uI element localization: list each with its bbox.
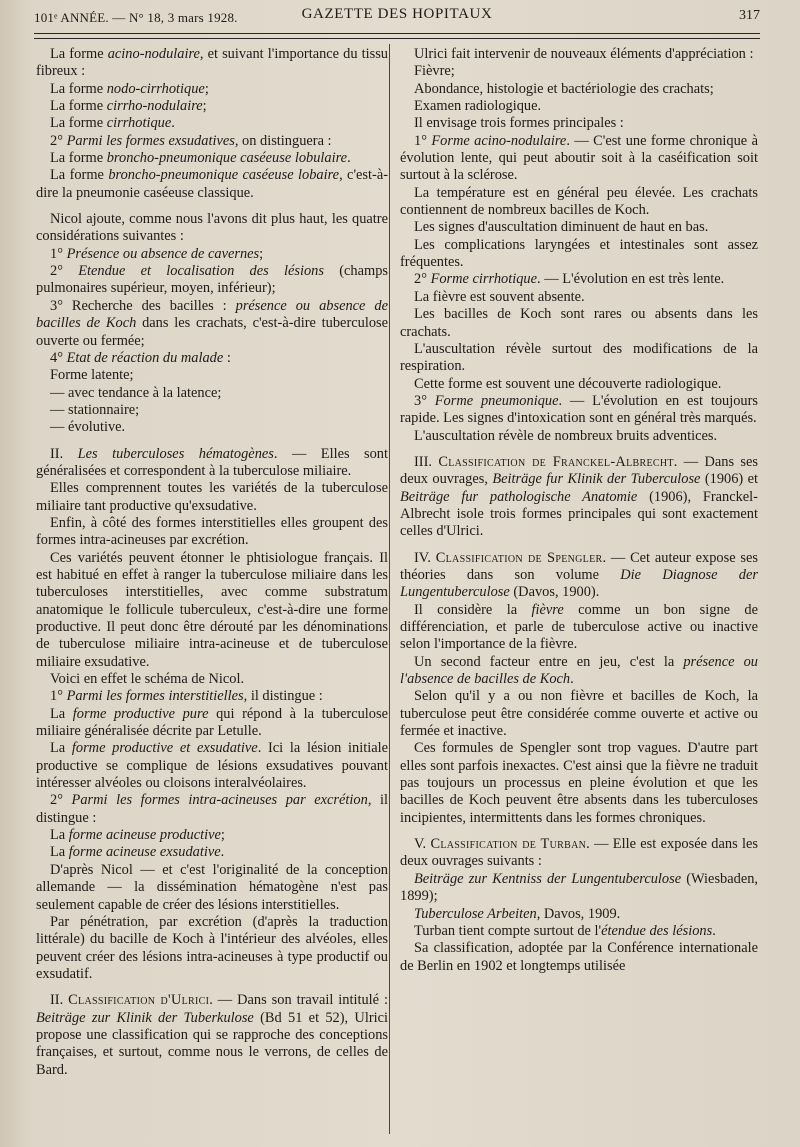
text: . [712,922,716,939]
text: La [50,844,69,861]
left-column [36,46,388,1079]
text: Ces formules de Spengler sont trop vagues. D'autre part elles sont parfois inexactes. C'est ainsi que la fièvre ne traduit pas toujours un processus en pleine évolution et que les bacilles de Koch peuvent être absents dans les tuberculoses incipientes, intermittents dans les formes chroniques. [400,740,758,826]
italic-text: forme productive et exsudative [71,740,258,757]
text: , Davos, 1909. [536,905,621,922]
text: La forme [50,46,108,62]
text: , on distinguera : [234,132,332,149]
italic-text: broncho-pneumonique caséeuse lobaire [108,167,340,184]
italic-text: broncho-pneumonique caséeuse lobulaire [106,150,348,167]
text: D'après Nicol — et c'est l'originalité de la conception allemande — la dissémination hématogène n'est pas seulement capable de créer des lésions interstitielles. [36,861,388,913]
paragraph [36,298,388,350]
paragraph [36,263,388,298]
text: . — Cet auteur expose ses théories dans son volume [400,549,758,583]
paragraph [400,133,758,185]
italic-text: présence ou absence de bacilles de Koch [36,297,388,332]
text: . — Elle est exposée dans les deux ouvrages suivants : [400,836,758,870]
text: . [220,844,225,861]
italic-text: Forme cirrhotique [430,271,538,288]
paragraph [400,906,758,923]
paragraph [36,402,388,419]
small-caps-heading: Classification de Spengler [435,549,603,566]
text: La forme [50,80,107,97]
text: Enfin, à côté des formes interstitielles elles groupent des formes intra-acineuses par excrétion. [36,514,388,549]
text: La forme [50,167,109,184]
text: (Wiesbaden, 1899); [400,870,759,905]
text: Sa classification, adoptée par la Conférence internationale de Berlin en 1902 et longtemps utilisée [400,940,758,974]
italic-text: étendue des lésions [601,922,713,939]
paragraph [400,740,758,827]
text: 3° Recherche des bacilles : [50,297,236,314]
text: ; [202,98,207,115]
paragraph [400,219,758,236]
page-number: 317 [739,8,760,23]
italic-text: Parmi les formes intra-acineuses par excrétion [71,792,368,809]
text: II. [50,992,69,1009]
paragraph [400,940,758,975]
text: ; [204,80,209,97]
paragraph [36,211,388,246]
text: ; [259,245,264,262]
text: Les bacilles de Koch sont rares ou absents dans les crachats. [400,306,758,340]
paragraph [36,133,388,150]
text: , il distingue : [243,688,323,705]
paragraph [36,862,388,914]
text: Ulrici fait intervenir de nouveaux éléments d'appréciation : [414,46,754,62]
right-column [400,46,758,975]
text: dans les crachats, c'est-à-dire tuberculose ouverte ou fermée; [36,315,388,349]
paragraph [400,871,758,906]
italic-text: Beiträge zur Kentniss der Lungentuberculose [414,870,682,887]
paragraph [36,706,388,741]
paragraph [36,350,388,367]
italic-text: Etendue et localisation des lésions [78,263,324,280]
paragraph [400,271,758,288]
text: . — C'est une forme chronique à évolution lente, qui peut aboutir soit à la caséification soit surtout à la sclérose. [400,132,758,184]
text: Un second facteur entre en jeu, c'est la [414,653,684,670]
paragraph [36,844,388,861]
paragraph [36,740,388,792]
paragraph [36,81,388,98]
text: . Ici la lésion initiale productive se complique de lésions exsudatives pouvant intéresser alvéoles ou cloisons interalvéolaires. [36,740,389,792]
text: Nicol ajoute, comme nous l'avons dit plus haut, les quatre considérations suivantes : [36,211,388,245]
italic-text: Beiträge fur Klinik der Tuberculose [492,471,701,488]
paragraph [36,385,388,402]
italic-text: Présence ou absence de cavernes [66,245,260,262]
text: 3° [414,392,435,409]
text: 2° [414,271,431,288]
text: La fièvre est souvent absente. [414,288,585,305]
paragraph [400,550,758,602]
paragraph [36,115,388,132]
text: ; [220,827,225,844]
paragraph [36,515,388,550]
paragraph [36,367,388,384]
paragraph [36,827,388,844]
text: Il envisage trois formes principales : [414,115,624,132]
text: (1906) et [700,471,759,488]
text: 2° [50,132,67,149]
text: L'auscultation révèle surtout des modifications de la respiration. [400,340,758,375]
text: . — L'évolution en est toujours rapide. Les signes d'intoxication sont en général très marqués. [400,392,758,427]
italic-text: Tuberculose Arbeiten [414,905,537,922]
text: . — Dans ses deux ouvrages, [400,453,758,488]
issue-info: 101ᵉ ANNÉE. — N° 18, 3 mars 1928. [34,10,238,25]
paragraph [400,602,758,654]
text: III. [414,453,439,470]
paragraph [400,688,758,740]
text: L'auscultation révèle de nombreux bruits adventices. [414,427,718,444]
paragraph [400,185,758,220]
small-caps-heading: Classification d'Ulrici [68,992,210,1009]
italic-text: présence ou l'absence de bacilles de Koch [400,653,758,688]
paragraph [36,246,388,263]
paragraph [36,792,388,827]
text: Les complications laryngées et intestinales sont assez fréquentes. [400,236,758,271]
text: 4° [50,349,67,366]
italic-text: forme acineuse productive [68,827,221,844]
italic-text: nodo-cirrhotique [106,80,205,97]
paragraph [400,923,758,940]
text: Selon qu'il y a ou non fièvre et bacilles de Koch, la tuberculose peut être considérée comme ouverte et active ou fermée et inactive. [400,688,758,740]
text: Cette forme est souvent une découverte radiologique. [414,375,722,392]
text: . [171,115,175,132]
text: Voici en effet le schéma de Nicol. [50,671,245,688]
paragraph [400,454,758,541]
paragraph [400,115,758,132]
text: (Davos, 1900). [509,584,600,601]
text: comme un bon signe de différenciation, et parle de tuberculose active ou inactive selon l'importance de la fièvre. [400,601,758,653]
text: . [570,671,574,688]
paragraph [400,341,758,376]
text: . — L'évolution en est très lente. [537,271,725,288]
paragraph [400,237,758,272]
paragraph [400,376,758,393]
page-header [34,4,760,30]
text: Les signes d'auscultation diminuent de haut en bas. [414,219,709,236]
text: : [223,349,231,366]
italic-text: Die Diagnose der Lungentuberculose [400,566,758,601]
text: (1906), Franckel-Albrecht isole trois formes principales qui sont exactement celles d'Ulrici. [400,488,758,540]
text: — avec tendance à la latence; [50,384,222,401]
text: — évolutive. [50,419,126,436]
paragraph [36,688,388,705]
text: Examen radiologique. [414,98,542,115]
paragraph [36,419,388,436]
italic-text: forme acineuse exsudative [68,844,221,861]
paragraph [36,167,388,202]
header-rule [34,33,760,34]
text: La forme [50,150,107,167]
text: La [50,740,72,757]
text: II. [50,445,78,462]
italic-text: Les tuberculoses hématogènes [77,445,274,462]
italic-text: forme productive pure [72,705,209,722]
text: . — Elles sont généralisées et correspondent à la tuberculose miliaire. [36,445,389,479]
text: Par pénétration, par excrétion (d'après la traduction littérale) du bacille de Koch à l'intérieur des alvéoles, elles peuvent créer des lésions intra-acineuses à type productif ou exsudatif. [36,913,388,982]
paragraph [400,428,758,445]
text: La forme [50,98,107,115]
italic-text: Parmi les formes interstitielles [66,688,244,705]
text: 1° [50,688,67,705]
text: Fièvre; [414,63,455,80]
small-caps-heading: Classification de Turban [430,836,587,853]
text: La [50,705,73,722]
paragraph [400,289,758,306]
italic-text: cirrhotique [106,115,172,132]
italic-text: cirrho-nodulaire [106,98,203,115]
text: 1° [50,245,67,262]
paragraph [400,81,758,98]
italic-text: Parmi les formes exsudatives [66,132,235,149]
text: qui répond à la tuberculose miliaire généralisée décrite par Letulle. [36,705,388,740]
paragraph [36,992,388,1079]
text: 2° [50,792,72,809]
text: IV. [414,549,436,566]
journal-title: GAZETTE DES HOPITAUX [301,6,493,22]
paragraph [36,46,388,81]
text: (champs pulmonaires supérieur, moyen, inférieur); [36,263,388,297]
paragraph [36,98,388,115]
text: Ces variétés peuvent étonner le phtisiologue français. Il est habitué en effet à ranger la tuberculose miliaire dans les tuberculoses interstitielles, avec comme substratum anatomique le follicule tuberculeux, c'est-à-dire une forme productive. Il peut donc être dérouté par les dénominations de tuberculose miliaire intra-acineuse et de tuberculose miliaire exsudative. [36,549,388,670]
text: Il considère la [414,601,532,618]
text: Elles comprennent toutes les variétés de la tuberculose miliaire tant productive qu'exsudative. [36,480,388,514]
paragraph [36,446,388,481]
paragraph [36,914,388,983]
text: , et suivant l'importance du tissu fibreux : [36,46,388,80]
italic-text: Forme pneumonique [434,392,559,409]
italic-text: Etat de réaction du malade [66,349,224,366]
text: (Bd 51 et 52), Ulrici propose une classification qui se rapproche des conceptions françaises, et surtout, comme nous le verrons, de celles de Bard. [36,1009,388,1078]
paragraph [36,480,388,515]
paragraph [36,671,388,688]
paragraph [400,654,758,689]
text: Forme latente; [50,367,134,384]
text: La forme [50,115,107,132]
text: . — Dans son travail intitulé : [209,992,388,1009]
italic-text: Beiträge zur Klinik der Tuberkulose [36,1009,254,1026]
paragraph [400,46,758,63]
text: . [347,150,351,167]
italic-text: Beiträge fur pathologische Anatomie [400,488,638,505]
text: 1° [414,132,432,149]
italic-text: acino-nodulaire [107,46,200,62]
text: La température est en général peu élevée. Les crachats contiennent de nombreux bacilles de Koch. [400,184,758,219]
text: — stationnaire; [50,401,140,418]
paragraph [400,63,758,80]
text: , c'est-à-dire la pneumonie caséeuse classique. [36,167,388,201]
text: Turban tient compte surtout de l' [414,922,602,939]
text: Abondance, histologie et bactériologie des crachats; [414,80,714,97]
text: V. [414,836,431,853]
paragraph [400,393,758,428]
paragraph [36,150,388,167]
text: 2° [50,263,79,280]
paragraph [36,550,388,671]
paragraph [400,836,758,871]
paragraph [400,306,758,341]
paragraph [400,98,758,115]
text: La [50,827,69,844]
column-divider [389,44,390,1134]
italic-text: Forme acino-nodulaire [431,132,567,149]
small-caps-heading: Classification de Franckel-Albrecht [438,453,674,470]
italic-text: fièvre [531,601,564,618]
header-rule-thin [34,38,760,39]
text: , il distingue : [36,792,388,826]
